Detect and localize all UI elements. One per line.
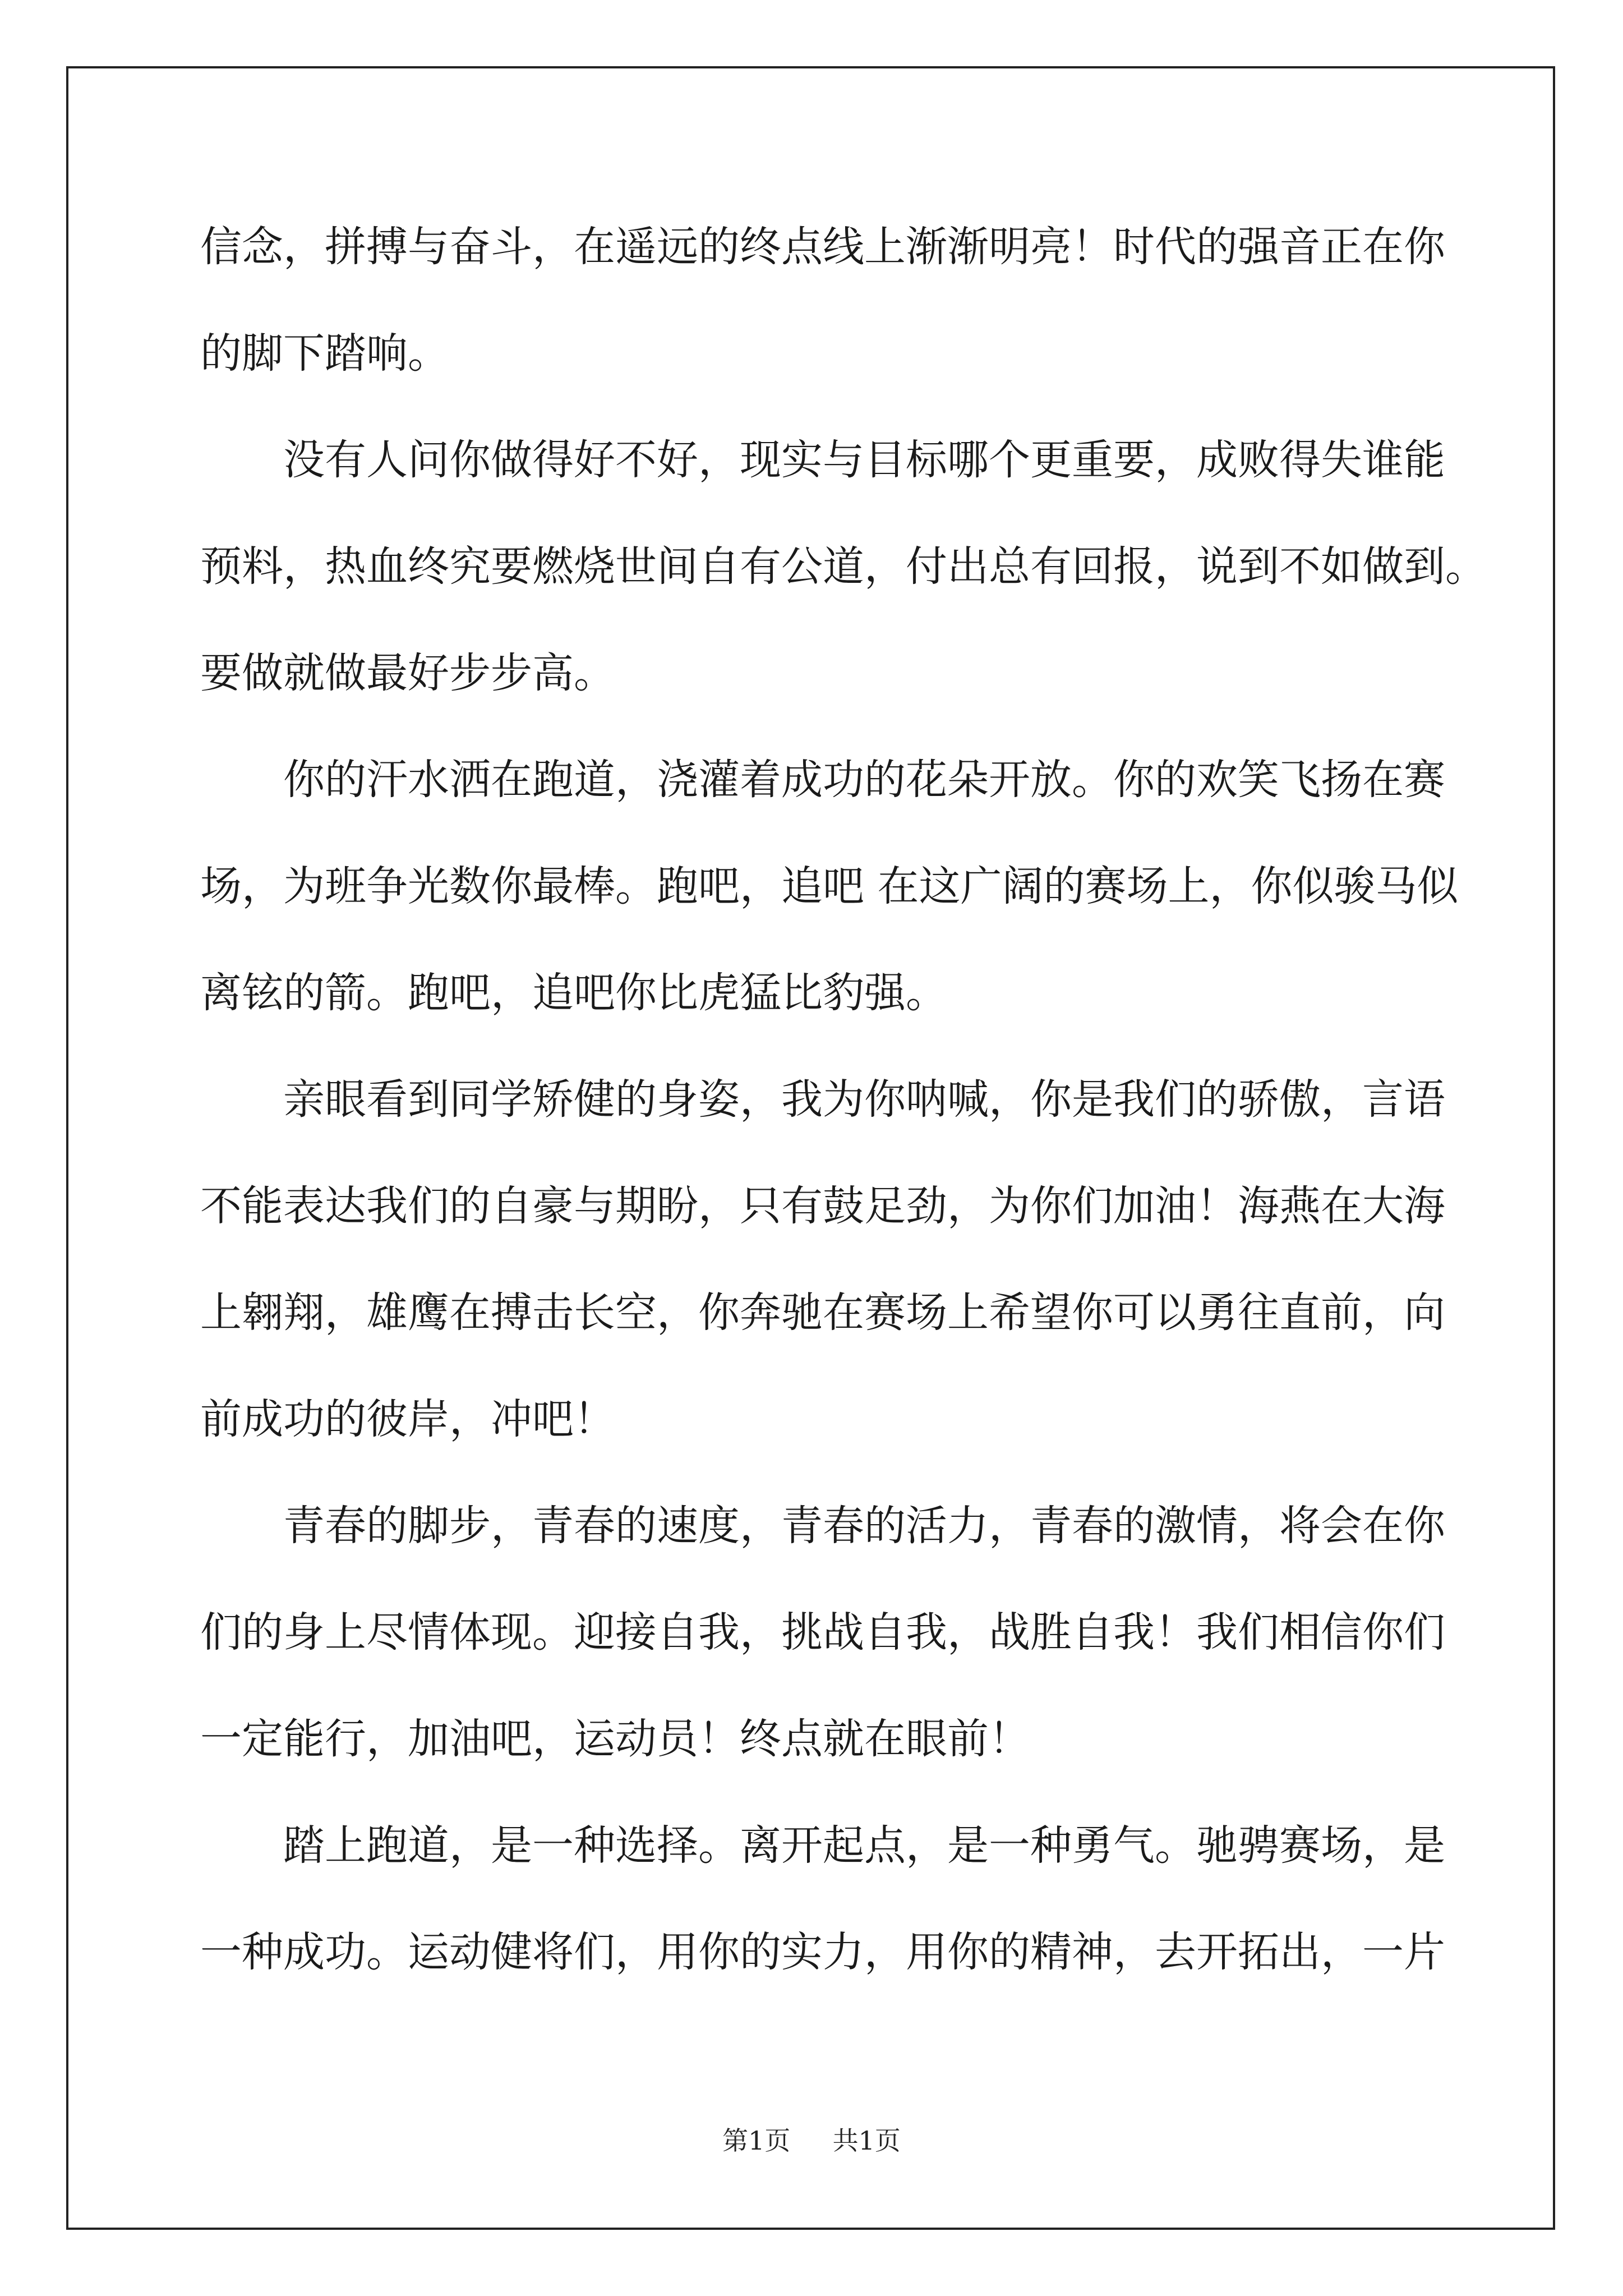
text-line: 亲眼看到同学矫健的身姿，我为你呐喊，你是我们的骄傲，言语 (283, 1075, 1445, 1124)
text-line: 踏上跑道，是一种选择。离开起点，是一种勇气。驰骋赛场，是 (283, 1821, 1445, 1870)
page-number-total: 共1页 (832, 2125, 901, 2156)
text-line: 没有人问你做得好不好，现实与目标哪个更重要，成败得失谁能 (283, 436, 1445, 484)
text-line: 场，为班争光数你最棒。跑吧，追吧 在这广阔的赛场上，你似骏马似 (200, 862, 1459, 910)
text-line: 不能表达我们的自豪与期盼，只有鼓足劲，为你们加油！海燕在大海 (200, 1182, 1445, 1230)
text-line: 预料，热血终究要燃烧世间自有公道，付出总有回报，说到不如做到。 (200, 542, 1487, 591)
text-line: 信念，拼搏与奋斗，在遥远的终点线上渐渐明亮！时代的强音正在你 (200, 223, 1445, 271)
text-line: 青春的脚步，青春的速度，青春的活力，青春的激情，将会在你 (283, 1502, 1445, 1550)
text-line: 们的身上尽情体现。迎接自我，挑战自我，战胜自我！我们相信你们 (200, 1608, 1445, 1657)
text-line: 你的汗水洒在跑道，浇灌着成功的花朵开放。你的欢笑飞扬在赛 (283, 756, 1445, 804)
page-number-current: 第1页 (722, 2125, 791, 2156)
text-line: 前成功的彼岸，冲吧！ (200, 1395, 615, 1443)
text-line: 上翱翔，雄鹰在搏击长空，你奔驰在赛场上希望你可以勇往直前，向 (200, 1289, 1445, 1337)
page-footer (0, 2124, 1623, 2157)
text-line: 离铉的箭。跑吧，追吧你比虎猛比豹强。 (200, 969, 947, 1017)
document-body (200, 210, 1487, 2022)
text-line: 一种成功。运动健将们，用你的实力，用你的精神，去开拓出，一片 (200, 1928, 1445, 1976)
text-line: 要做就做最好步步高。 (200, 649, 615, 697)
text-line: 一定能行，加油吧，运动员！终点就在眼前！ (200, 1715, 1030, 1763)
text-line: 的脚下踏响。 (200, 329, 449, 378)
